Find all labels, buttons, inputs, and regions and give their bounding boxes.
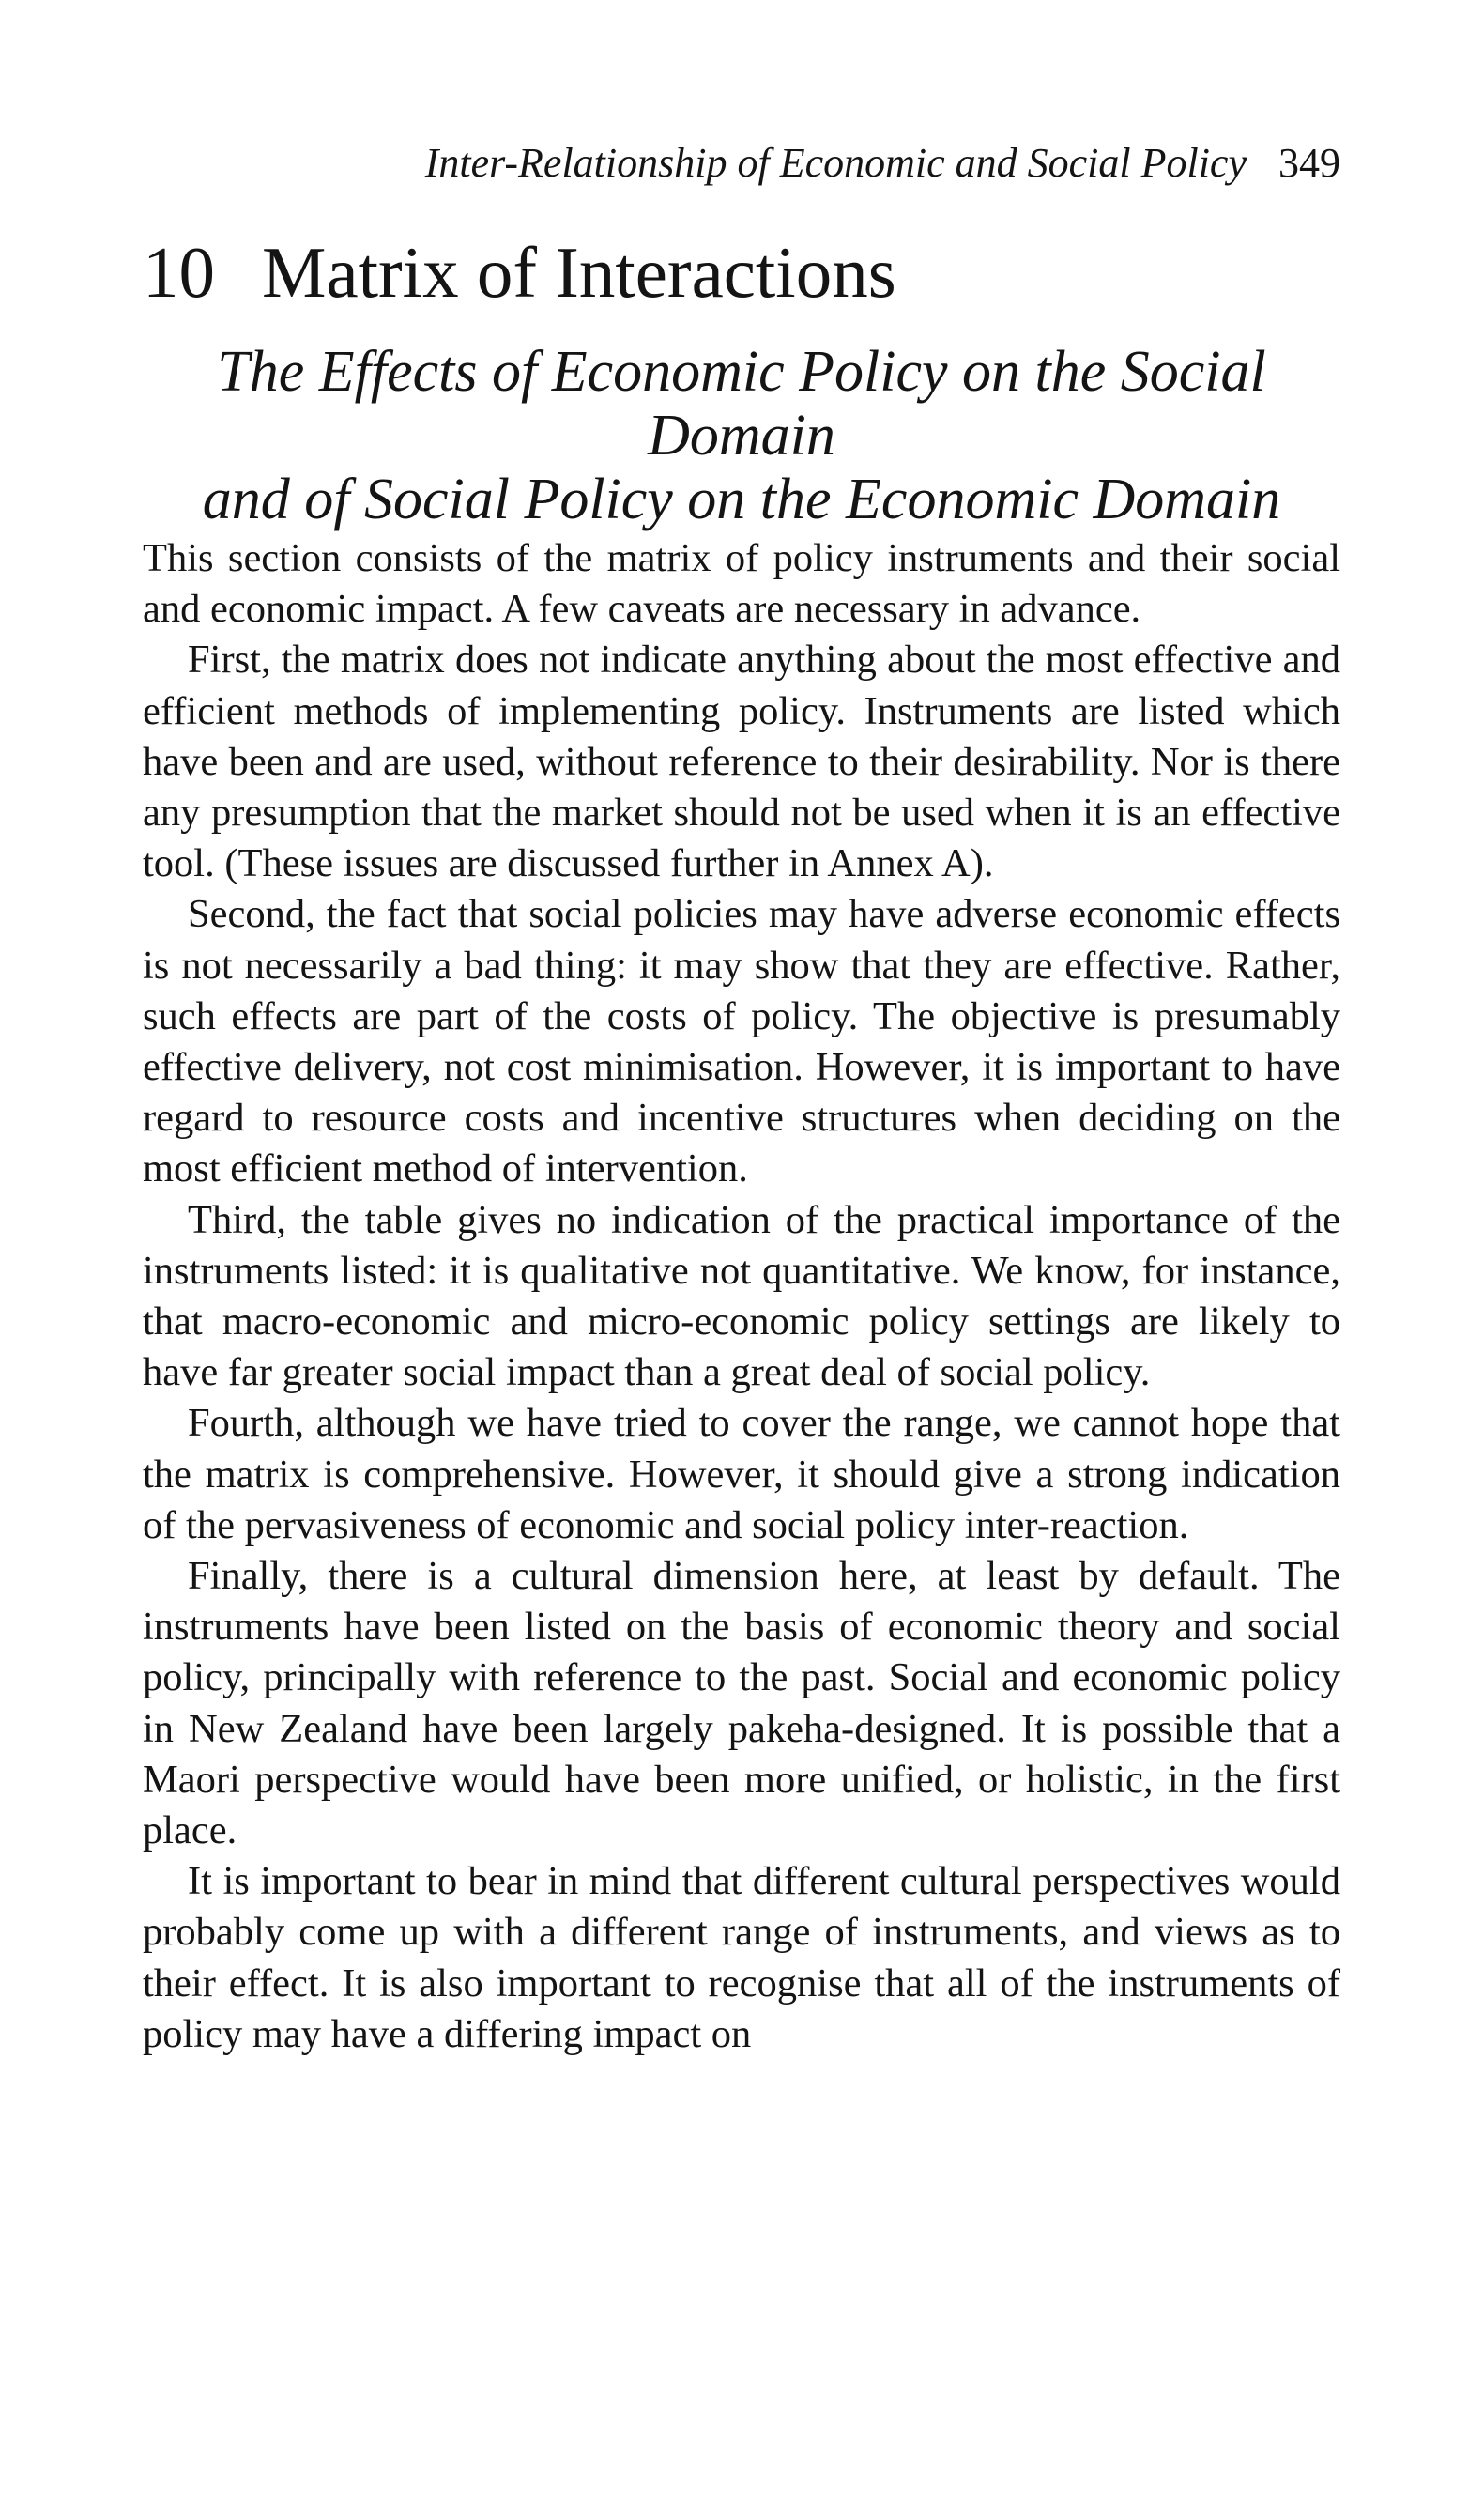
paragraph-second-caveat: Second, the fact that social policies may have adverse economic effects is not necessarily a bad thing: it may show that they are effective. Rather, such effects are part of the costs of policy. The objective is presumably effective delivery, not cost minimisation. However, it is important to have regard to resource costs and incentive structures when deciding on the most efficient method of intervention. xyxy=(143,892,1340,1191)
chapter-heading xyxy=(143,229,896,315)
chapter-title: Matrix of Interactions xyxy=(262,232,896,313)
running-title: Inter-Relationship of Economic and Social Policy xyxy=(424,140,1247,186)
subtitle-line-1: The Effects of Economic Policy on the Social Domain xyxy=(217,340,1266,468)
chapter-subtitle xyxy=(143,340,1340,531)
paragraph-first-caveat: First, the matrix does not indicate anything about the most effective and efficient methods of implementing policy. Instruments are listed which have been and are used, without reference to their desirability. Nor is there any presumption that the market should not be used when it is an effective tool. (These issues are discussed further in Annex A). xyxy=(143,638,1340,886)
paragraph-fourth-caveat: Fourth, although we have tried to cover the range, we cannot hope that the matrix is comprehensive. However, it should give a strong indication of the pervasiveness of economic and social policy inter-reaction. xyxy=(143,1401,1340,1547)
paragraph-third-caveat: Third, the table gives no indication of the practical importance of the instruments listed: it is qualitative not quantitative. We know, for instance, that macro-economic and micro-economic policy settings are likely to have far greater social impact than a great deal of social policy. xyxy=(143,1197,1340,1395)
running-header xyxy=(0,139,1340,188)
subtitle-line-2: and of Social Policy on the Economic Domain xyxy=(202,468,1281,531)
chapter-number: 10 xyxy=(143,232,215,313)
paragraph-intro: This section consists of the matrix of policy instruments and their social and economic impact. A few caveats are necessary in advance. xyxy=(143,536,1340,632)
body-text xyxy=(143,533,1340,2060)
paragraph-cultural-perspectives: It is important to bear in mind that different cultural perspectives would probably come up with a different range of instruments, and views as to their effect. It is also important to recognise that all of the instruments of policy may have a differing impact on xyxy=(143,1859,1340,2056)
page-number: 349 xyxy=(1278,140,1340,186)
paragraph-cultural-dimension: Finally, there is a cultural dimension here, at least by default. The instruments have been listed on the basis of economic theory and social policy, principally with reference to the past. Social and economic policy in New Zealand have been largely pakeha-designed. It is possible that a Maori perspective would have been more unified, or holistic, in the first place. xyxy=(143,1554,1340,1853)
